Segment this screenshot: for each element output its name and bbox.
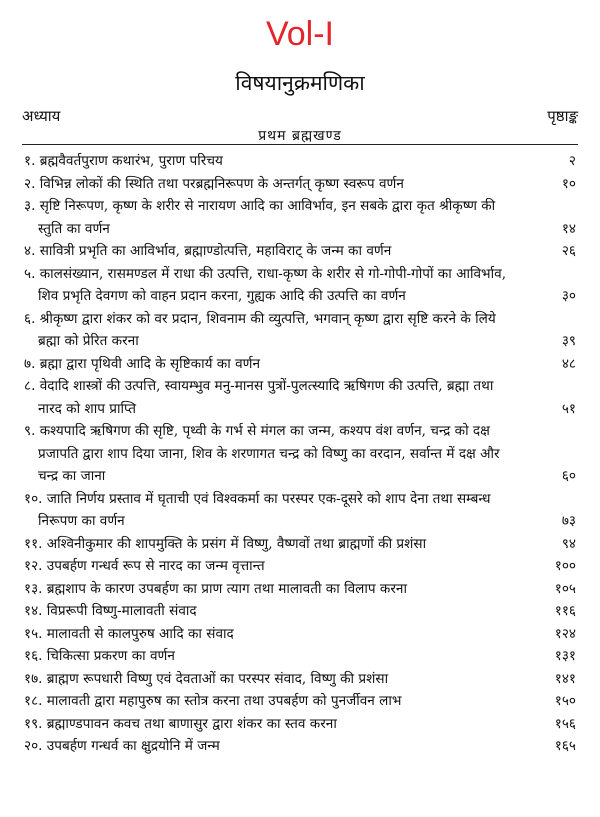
toc-entry-page: १३१ xyxy=(554,648,576,664)
toc-entry xyxy=(0,533,600,556)
table-of-contents xyxy=(0,150,600,758)
toc-entry-title: ४. सावित्री प्रभृति का आविर्भाव, ब्रह्माण्डोत्पत्ति, महाविराट् के जन्म का वर्णन xyxy=(24,243,392,259)
toc-entry-page: १५० xyxy=(554,693,576,709)
toc-entry xyxy=(0,308,600,353)
toc-entry xyxy=(0,173,600,196)
toc-entry xyxy=(0,735,600,758)
toc-entry-title: ११. अश्विनीकुमार की शापमुक्ति के प्रसंग में विष्णु, वैष्णवों तथा ब्राह्मणों की प्रशंसा xyxy=(24,535,427,552)
toc-entry-title: ८. वेदादि शास्त्रों की उत्पत्ति, स्वायम्भुव मनु-मानस पुत्रों-पुलत्स्यादि ऋषिगण की उत्पत्ति, ब्रह्मा तथा नारद को शाप प्राप्ति xyxy=(24,378,494,417)
toc-entry-page: १२४ xyxy=(554,625,576,642)
toc-entry xyxy=(0,623,600,646)
toc-entry-title: १०. जाति निर्णय प्रस्ताव में घृताची एवं विश्वकर्मा का परस्पर एक-दूसरे को शाप देना तथा सम्बन्ध निरूपण का वर्णन xyxy=(24,490,491,529)
toc-entry-page: १४१ xyxy=(554,670,576,687)
toc-entry-page: ६० xyxy=(561,468,576,484)
toc-entry-title: १४. विप्ररूपी विष्णु-मालावती संवाद xyxy=(24,603,197,619)
toc-entry-title: ३. सृष्टि निरूपण, कृष्ण के शरीर से नारायण आदि का आविर्भाव, इन सबके द्वारा कृत श्रीकृष्ण की स्तुति का वर्णन xyxy=(24,198,496,237)
column-header-page: पृष्ठाङ्क xyxy=(547,107,578,125)
toc-entry xyxy=(0,690,600,713)
page-title: विषयानुक्रमणिका xyxy=(235,71,365,95)
toc-entry xyxy=(0,263,600,308)
toc-entry-title: ५. कालसंख्यान, रासमण्डल में राधा की उत्पत्ति, राधा-कृष्ण के शरीर से गो-गोपी-गोपों का आविर्भाव, शिव प्रभृति देवगण को वाहन प्रदान करना, गुह्यक आदि की उत्पत्ति का वर्णन xyxy=(24,265,507,304)
toc-entry-title: १९. ब्रह्माण्डपावन कवच तथा बाणासुर द्वारा शंकर का स्तव करना xyxy=(24,715,337,732)
toc-entry-page: ७३ xyxy=(561,513,576,529)
toc-entry xyxy=(0,713,600,736)
toc-entry xyxy=(0,488,600,533)
toc-entry-page: २६ xyxy=(561,243,576,259)
toc-entry-page: ५१ xyxy=(561,400,576,417)
toc-entry-title: २. विभिन्न लोकों की स्थिति तथा परब्रह्मनिरूपण के अन्तर्गत् कृष्ण स्वरूप वर्णन xyxy=(24,175,404,192)
toc-entry-title: १५. मालावती से कालपुरुष आदि का संवाद xyxy=(24,625,234,642)
toc-entry-title: ६. श्रीकृष्ण द्वारा शंकर को वर प्रदान, शिवनाम की व्युत्पत्ति, भगवान् कृष्ण द्वारा सृष्टि करने के लिये ब्रह्मा को प्रेरित करना xyxy=(24,310,496,349)
volume-heading: Vol-I xyxy=(265,15,335,53)
toc-entry xyxy=(0,195,600,240)
toc-entry-page: १४ xyxy=(561,220,576,237)
section-heading: प्रथम ब्रह्मखण्ड xyxy=(258,128,342,144)
toc-entry xyxy=(0,375,600,420)
toc-entry-title: १२. उपबर्हण गन्धर्व रूप से नारद का जन्म वृत्तान्त xyxy=(24,558,265,574)
toc-entry xyxy=(0,240,600,263)
toc-entry-page: ३० xyxy=(561,288,576,304)
toc-entry xyxy=(0,150,600,173)
toc-entry xyxy=(0,668,600,691)
toc-entry-title: ९. कश्यपादि ऋषिगण की सृष्टि, पृथ्वी के गर्भ से मंगल का जन्म, कश्यप वंश वर्णन, चन्द्र को दक्ष प्रजापति द्वारा शाप दिया जाना, शिव के शरणागत चन्द्र को विष्णु का वरदान, सर्वान्त में दक्ष और चन्द्र का जाना xyxy=(24,423,500,484)
toc-entry-page: ३९ xyxy=(561,333,576,349)
toc-entry-page: ९४ xyxy=(561,535,576,552)
toc-entry xyxy=(0,600,600,623)
toc-entry xyxy=(0,645,600,668)
column-header-chapter: अध्याय xyxy=(22,107,61,125)
toc-entry-title: १. ब्रह्मवैवर्तपुराण कथारंभ, पुराण परिचय xyxy=(24,153,223,169)
toc-entry-title: १८. मालावती द्वारा महापुरुष का स्तोत्र करना तथा उपबर्हण को पुनर्जीवन लाभ xyxy=(24,693,402,709)
toc-entry-title: ७. ब्रह्मा द्वारा पृथिवी आदि के सृष्टिकार्य का वर्णन xyxy=(24,355,261,372)
toc-entry xyxy=(0,555,600,578)
toc-entry-page: १०५ xyxy=(554,580,576,597)
toc-entry xyxy=(0,420,600,488)
toc-entry-page: ११६ xyxy=(554,603,576,619)
toc-entry-title: १६. चिकित्सा प्रकरण का वर्णन xyxy=(24,648,175,664)
toc-entry-title: २०. उपबर्हण गन्धर्व का क्षुद्रयोनि में जन्म xyxy=(24,738,220,754)
toc-entry-page: १०० xyxy=(554,558,576,574)
toc-entry-page: १६५ xyxy=(554,738,576,754)
toc-entry-title: १३. ब्रह्मशाप के कारण उपबर्हण का प्राण त्याग तथा मालावती का विलाप करना xyxy=(24,580,407,597)
toc-entry-page: २ xyxy=(568,153,576,169)
toc-entry xyxy=(0,353,600,376)
divider xyxy=(22,144,578,145)
toc-entry-page: १० xyxy=(561,175,576,192)
toc-entry-page: ४८ xyxy=(561,355,576,372)
toc-entry xyxy=(0,578,600,601)
toc-entry-page: १५६ xyxy=(554,715,576,732)
toc-entry-title: १७. ब्राह्मण रूपधारी विष्णु एवं देवताओं का परस्पर संवाद, विष्णु की प्रशंसा xyxy=(24,670,389,687)
